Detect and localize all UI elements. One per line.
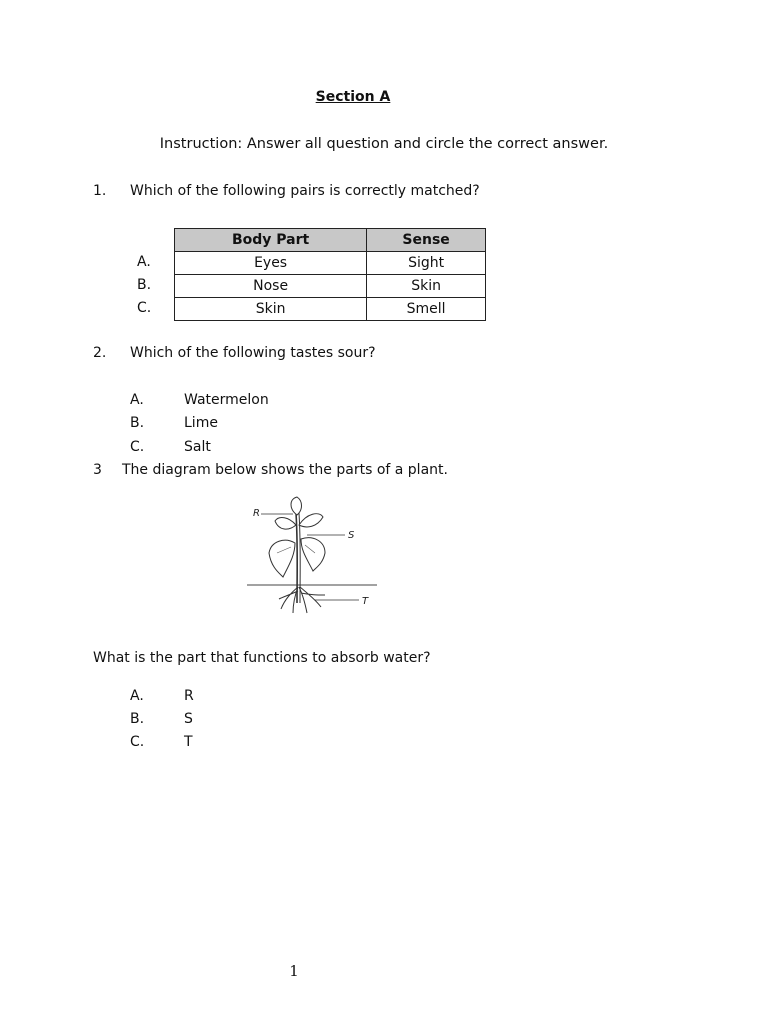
instruction-text: Instruction: Answer all question and circle the correct answer. bbox=[159, 136, 609, 152]
cell-sense: Sight bbox=[367, 252, 486, 275]
table-row bbox=[175, 298, 486, 321]
cell-sense: Smell bbox=[367, 298, 486, 321]
q2-text: Which of the following tastes sour? bbox=[130, 345, 376, 361]
q1-option-label-c[interactable]: C. bbox=[137, 300, 152, 316]
q3-option-label-c[interactable]: C. bbox=[130, 734, 145, 750]
page-number: 1 bbox=[289, 962, 299, 980]
q3-option-label-b[interactable]: B. bbox=[130, 711, 145, 727]
cell-body-part: Nose bbox=[175, 275, 367, 298]
plant-diagram bbox=[245, 495, 380, 617]
diagram-label-s: S bbox=[348, 530, 355, 541]
q1-option-label-b[interactable]: B. bbox=[137, 277, 152, 293]
leaf bbox=[291, 497, 302, 515]
q2-option-label-a[interactable]: A. bbox=[130, 392, 144, 408]
leaf bbox=[299, 514, 323, 527]
q2-number: 2. bbox=[93, 345, 107, 361]
section-title: Section A bbox=[315, 89, 391, 105]
q3-option-label-a[interactable]: A. bbox=[130, 688, 144, 704]
q2-option-c[interactable]: Salt bbox=[184, 439, 211, 455]
diagram-label-t: T bbox=[362, 596, 369, 607]
q2-option-label-b[interactable]: B. bbox=[130, 415, 145, 431]
q3-option-c[interactable]: T bbox=[184, 734, 193, 750]
cell-sense: Skin bbox=[367, 275, 486, 298]
table-row bbox=[175, 275, 486, 298]
leaf bbox=[275, 518, 296, 530]
q1-text: Which of the following pairs is correctly matched? bbox=[130, 183, 480, 199]
q1-number: 1. bbox=[93, 183, 107, 199]
q1-option-label-a[interactable]: A. bbox=[137, 254, 151, 270]
q3-number: 3 bbox=[93, 462, 102, 478]
q3-option-a[interactable]: R bbox=[184, 688, 194, 704]
header-sense: Sense bbox=[367, 229, 486, 252]
table-header-row bbox=[175, 229, 486, 252]
leaf bbox=[269, 540, 295, 577]
table-row bbox=[175, 252, 486, 275]
cell-body-part: Skin bbox=[175, 298, 367, 321]
q2-option-a[interactable]: Watermelon bbox=[184, 392, 269, 408]
q3-option-b[interactable]: S bbox=[184, 711, 193, 727]
diagram-label-r: R bbox=[253, 508, 260, 519]
header-body-part: Body Part bbox=[175, 229, 367, 252]
q3-question: What is the part that functions to absorb water? bbox=[93, 650, 431, 666]
pairs-table bbox=[174, 228, 486, 321]
leaf bbox=[301, 538, 325, 571]
cell-body-part: Eyes bbox=[175, 252, 367, 275]
q2-option-label-c[interactable]: C. bbox=[130, 439, 145, 455]
q2-option-b[interactable]: Lime bbox=[184, 415, 218, 431]
q3-text: The diagram below shows the parts of a plant. bbox=[122, 462, 448, 478]
